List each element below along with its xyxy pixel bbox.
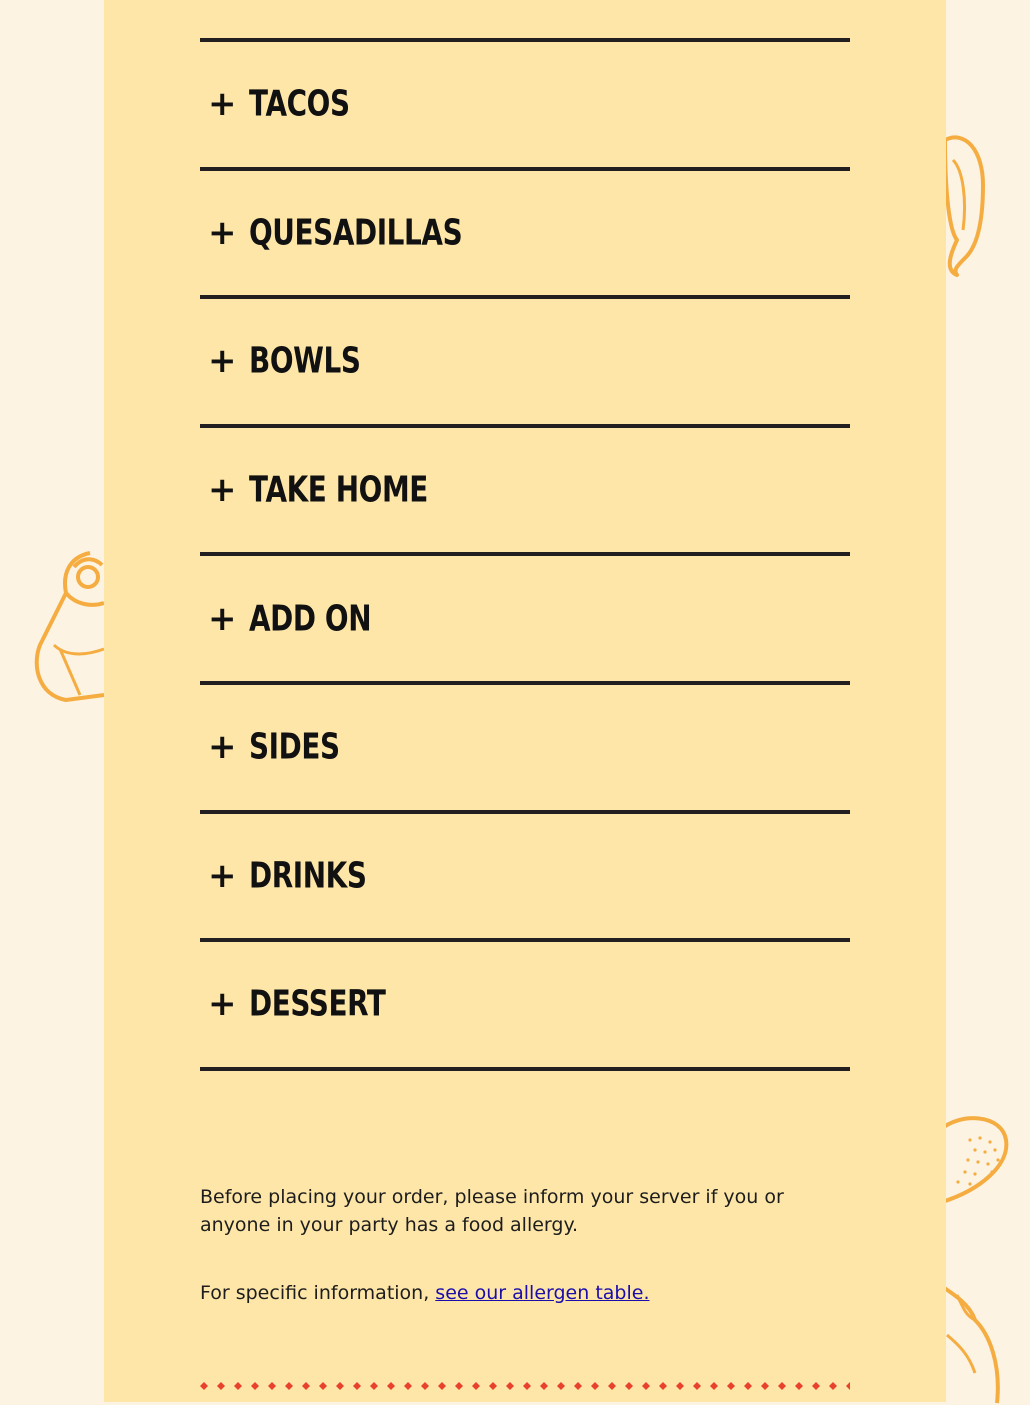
- divider-diamond: [591, 1382, 599, 1390]
- diamond-dot-divider: [200, 1380, 850, 1392]
- menu-category-label: DRINKS: [248, 854, 367, 897]
- expand-plus-icon: +: [208, 598, 237, 639]
- divider-diamond: [608, 1382, 616, 1390]
- divider-diamond: [234, 1382, 242, 1390]
- divider-diamond: [846, 1382, 850, 1390]
- menu-category-add-on[interactable]: [200, 552, 850, 681]
- divider-diamond: [642, 1382, 650, 1390]
- divider-diamond: [404, 1382, 412, 1390]
- menu-category-tacos[interactable]: [200, 38, 850, 167]
- allergy-notice: Before placing your order, please inform your server if you or anyone in your party has a food allergy.: [200, 1186, 784, 1236]
- divider-diamond: [540, 1382, 548, 1390]
- divider-diamond: [370, 1382, 378, 1390]
- divider-diamond: [795, 1382, 803, 1390]
- menu-category-quesadillas[interactable]: [200, 167, 850, 296]
- menu-category-sides[interactable]: [200, 681, 850, 810]
- divider-diamond: [710, 1382, 718, 1390]
- divider-diamond: [693, 1382, 701, 1390]
- menu-category-drinks[interactable]: [200, 810, 850, 939]
- divider-diamond: [557, 1382, 565, 1390]
- menu-category-label: SIDES: [248, 726, 340, 769]
- menu-category-label: ADD ON: [248, 597, 371, 640]
- menu-category-label: BOWLS: [248, 340, 361, 383]
- divider-diamond: [302, 1382, 310, 1390]
- divider-diamond: [438, 1382, 446, 1390]
- menu-category-label: TACOS: [248, 83, 350, 126]
- expand-plus-icon: +: [208, 470, 237, 511]
- menu-category-list: [200, 38, 850, 1071]
- divider-diamond: [489, 1382, 497, 1390]
- expand-plus-icon: +: [208, 727, 237, 768]
- menu-category-bowls[interactable]: [200, 295, 850, 424]
- divider-diamond: [217, 1382, 225, 1390]
- expand-plus-icon: +: [208, 84, 237, 125]
- divider-diamond: [676, 1382, 684, 1390]
- menu-category-label: DESSERT: [248, 983, 386, 1026]
- divider-diamond: [319, 1382, 327, 1390]
- divider-diamond: [744, 1382, 752, 1390]
- divider-diamond: [200, 1382, 208, 1390]
- allergen-info-line: [200, 1279, 852, 1307]
- menu-category-label: QUESADILLAS: [248, 211, 462, 254]
- divider-diamond: [387, 1382, 395, 1390]
- expand-plus-icon: +: [208, 212, 237, 253]
- divider-diamond: [778, 1382, 786, 1390]
- divider-diamond: [455, 1382, 463, 1390]
- divider-diamond: [523, 1382, 531, 1390]
- menu-category-label: TAKE HOME: [248, 469, 428, 512]
- divider-diamond: [336, 1382, 344, 1390]
- divider-diamond: [506, 1382, 514, 1390]
- expand-plus-icon: +: [208, 341, 237, 382]
- allergen-info-prefix: For specific information,: [200, 1282, 436, 1304]
- expand-plus-icon: +: [208, 984, 237, 1025]
- divider-diamond: [829, 1382, 837, 1390]
- divider-diamond: [727, 1382, 735, 1390]
- expand-plus-icon: +: [208, 855, 237, 896]
- menu-category-take-home[interactable]: [200, 424, 850, 553]
- divider-diamond: [251, 1382, 259, 1390]
- divider-diamond: [472, 1382, 480, 1390]
- divider-diamond: [812, 1382, 820, 1390]
- burrito-illustration: [30, 545, 110, 710]
- divider-diamond: [761, 1382, 769, 1390]
- divider-diamond: [421, 1382, 429, 1390]
- menu-category-dessert[interactable]: [200, 938, 850, 1071]
- divider-diamond: [574, 1382, 582, 1390]
- allergen-table-link[interactable]: see our allergen table.: [435, 1282, 650, 1304]
- wrap-illustration: [935, 1275, 1010, 1405]
- divider-diamond: [625, 1382, 633, 1390]
- menu-panel: [104, 0, 946, 1402]
- divider-diamond: [659, 1382, 667, 1390]
- divider-diamond: [268, 1382, 276, 1390]
- divider-diamond: [353, 1382, 361, 1390]
- divider-diamond: [285, 1382, 293, 1390]
